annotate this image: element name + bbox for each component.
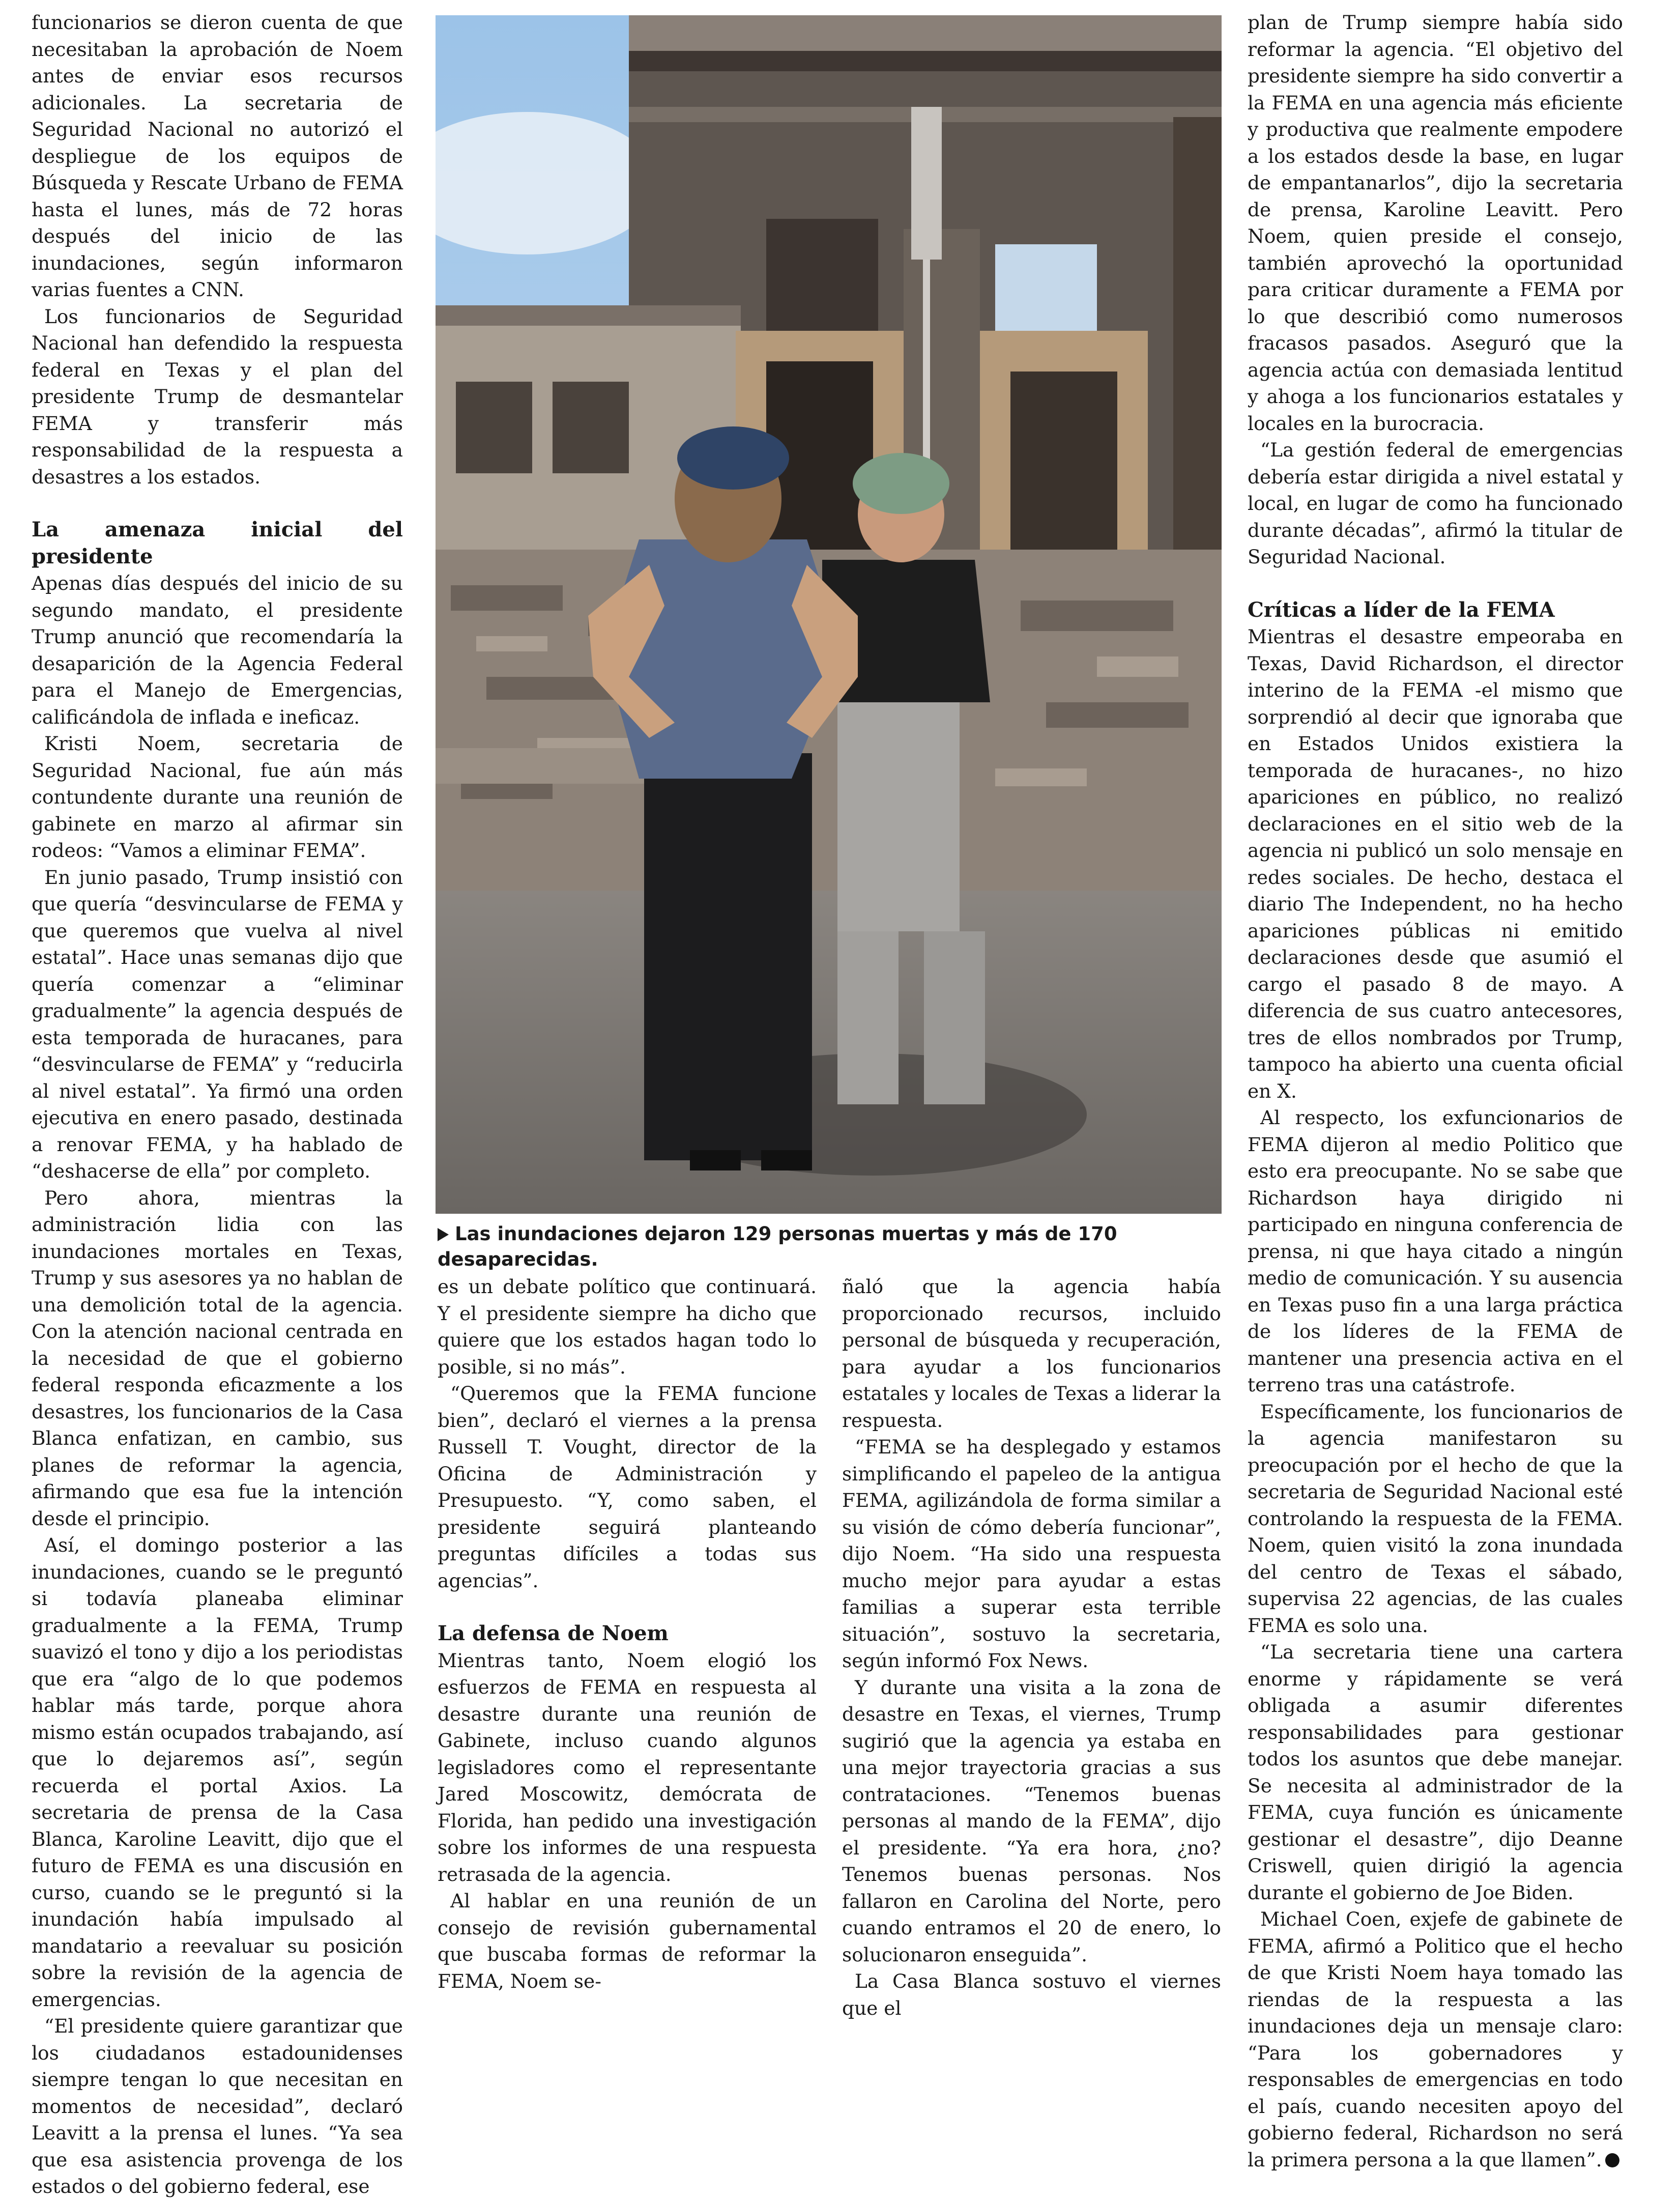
paragraph: Mientras tanto, Noem elogió los esfuerzos de FEMA en respuesta al desastre durante una reunión de Gabinete, incluso cuando algunos legisladores como el representante Jared Moscowitz, demócrata de Florida, han pedido una investigación sobre los informes de una respuesta retrasada de la agencia.: [438, 1649, 817, 1885]
paragraph: “La gestión federal de emergencias debería estar dirigida a nivel estatal y local, en lugar de como ha funcionado durante décadas”, afirmó la titular de Seguridad Nacional.: [1248, 439, 1623, 568]
paragraph: “Queremos que la FEMA funcione bien”, declaró el viernes a la prensa Russell T. Vought, director de la Oficina de Administración y Presupuesto. “Y, como saben, el presidente seguirá planteando preguntas difíciles a todas sus agencias”.: [438, 1382, 817, 1592]
paragraph: Así, el domingo posterior a las inundaciones, cuando se le preguntó si todavía planeaba eliminar gradualmente a la FEMA, Trump suavizó el tono y dijo a los periodistas que era “algo de lo que podemos hablar más tarde, porque ahora mismo están ocupados trabajando, así que lo dejaremos así”, según recuerda el portal Axios. La secretaria de prensa de la Casa Blanca, Karoline Leavitt, dijo que el futuro de FEMA es una discusión en curso, cuando se le preguntó si la inundación había impulsado al mandatario a reevaluar su posición sobre la revisión de la agencia de emergencias.: [32, 1534, 403, 2011]
paragraph: Al respecto, los exfuncionarios de FEMA dijeron al medio Politico que esto era preocupante. No se sabe que Richardson haya dirigido ni participado en ninguna conferencia de prensa, ni que haya citado a ningún medio de comunicación. Y su ausencia en Texas puso fin a una larga práctica de los líderes de la FEMA de mantener una presencia activa en el terreno tras una catástrofe.: [1248, 1106, 1623, 1396]
paragraph: funcionarios se dieron cuenta de que necesitaban la aprobación de Noem antes de enviar esos recursos adicionales. La secretaria de Seguridad Nacional no autorizó el despliegue de los equipos de Búsqueda y Rescate Urbano de FEMA hasta el lunes, más de 72 horas después del inicio de las inundaciones, según informaron varias fuentes a CNN.: [32, 11, 403, 301]
paragraph: Y durante una visita a la zona de desastre en Texas, el viernes, Trump sugirió que la agencia ya estaba en una mejor trayectoria gracias a sus contrataciones. “Tenemos buenas personas al mando de la FEMA”, dijo el presidente. “Ya era hora, ¿no? Tenemos buenas personas. Nos fallaron en Carolina del Norte, pero cuando entramos el 20 de enero, lo solucionaron enseguida”.: [842, 1676, 1221, 1966]
paragraph: [1248, 1906, 1623, 2173]
section-heading: Críticas a líder de la FEMA: [1248, 597, 1555, 622]
paragraph: “La secretaria tiene una cartera enorme y rápidamente se verá obligada a asumir diferentes responsabilidades para gestionar todos los asuntos que debe manejar. Se necesita al administrador de la FEMA, cuya función es únicamente gestionar el desastre”, dijo Deanne Criswell, quien dirigió la agencia durante el gobierno de Joe Biden.: [1248, 1641, 1623, 1904]
paragraph: ñaló que la agencia había proporcionado recursos, incluido personal de búsqueda y recuperación, para ayudar a los funcionarios estatales y locales de Texas a liderar la respuesta.: [842, 1275, 1221, 1432]
paragraph: plan de Trump siempre había sido reformar la agencia. “El objetivo del presidente siempre ha sido convertir a la FEMA en una agencia más eficiente y productiva que realmente empodere a los estados desde la base, en lugar de empantanarlos”, dijo la secretaria de prensa, Karoline Leavitt. Pero Noem, quien preside el consejo, también aprovechó la oportunidad para criticar duramente a FEMA por lo que describió como numerosos fracasos pasados. Aseguró que la agencia actúa con demasiada lentitud y ahoga a los funcionarios estatales y locales en la burocracia.: [1248, 11, 1623, 435]
paragraph: “FEMA se ha desplegado y estamos simplificando el papeleo de la antigua FEMA, agilizándola de forma similar a su visión de cómo debería funcionar”, dijo Noem. “Ha sido una respuesta mucho mejor para ayudar a estas familias a superar esta terrible situación”, sostuvo la secretaria, según informó Fox News.: [842, 1436, 1221, 1672]
paragraph: Específicamente, los funcionarios de la agencia manifestaron su preocupación por el hecho de que la secretaria de Seguridad Nacional esté controlando la respuesta de la FEMA. Noem, quien visitó la zona inundada del centro de Texas el sábado, supervisa 22 agencias, de las cuales FEMA es solo una.: [1248, 1400, 1623, 1637]
disaster-photo-illustration: [436, 15, 1222, 1214]
paragraph: Los funcionarios de Seguridad Nacional han defendido la respuesta federal en Texas y el plan del presidente Trump de desmantelar FEMA y transferir más responsabilidad de la respuesta a desastres a los estados.: [32, 305, 403, 488]
photo-caption: [438, 1221, 1224, 1272]
caption-triangle-icon: [438, 1228, 449, 1241]
paragraph: Mientras el desastre empeoraba en Texas, David Richardson, el director interino de la FEMA -el mismo que sorprendió al decir que ignoraba que en Estados Unidos existiera la temporada de huracanes-, no hizo apariciones en público, no realizó declaraciones en el sitio web de la agencia ni publicó un solo mensaje en redes sociales. De hecho, destaca el diario The Independent, no ha hecho apariciones públicas ni emitido declaraciones desde que asumió el cargo el pasado 8 de mayo. A diferencia de sus cuatro antecesores, tres de ellos nombrados por Trump, tampoco ha abierto una cuenta oficial en X.: [1248, 625, 1623, 1102]
paragraph: Apenas días después del inicio de su segundo mandato, el presidente Trump anunció que recomendaría la desaparición de la Agencia Federal para el Manejo de Emergencias, calificándola de inflada e ineficaz.: [32, 572, 403, 728]
article-column-1: [32, 9, 403, 2200]
paragraph: es un debate político que continuará. Y el presidente siempre ha dicho que quiere que los estados hagan todo lo posible, si no más”.: [438, 1275, 817, 1378]
paragraph: “El presidente quiere garantizar que los ciudadanos estadounidenses siempre tengan lo que necesitan en momentos de necesidad”, declaró Leavitt a la prensa el lunes. “Ya sea que esa asistencia provenga de los estados o del gobierno federal, ese: [32, 2015, 403, 2197]
article-column-3: [842, 1273, 1221, 2021]
article-column-4: [1248, 9, 1623, 2173]
paragraph: Al hablar en una reunión de un consejo de revisión gubernamental que buscaba formas de reformar la FEMA, Noem se-: [438, 1890, 817, 1992]
article-column-2: [438, 1273, 817, 1994]
caption-text: Las inundaciones dejaron 129 personas muertas y más de 170 desaparecidas.: [438, 1223, 1117, 1270]
section-heading: La amenaza inicial del presidente: [32, 518, 403, 568]
news-photo: [436, 15, 1222, 1214]
end-of-article-dot-icon: [1605, 2153, 1619, 2167]
paragraph: Kristi Noem, secretaria de Seguridad Nacional, fue aún más contundente durante una reunión de gabinete en marzo al afirmar sin rodeos: “Vamos a eliminar FEMA”.: [32, 732, 403, 862]
paragraph-text: Michael Coen, exjefe de gabinete de FEMA, afirmó a Politico que el hecho de que Kristi Noem haya tomado las riendas de la respuesta a las inundaciones deja un mensaje claro: “Para los gobernadores y responsables de emergencias en todo el país, cuando necesiten apoyo del gobierno federal, Richardson no será la primera persona a la que llamen”.: [1248, 1908, 1623, 2171]
paragraph: Pero ahora, mientras la administración lidia con las inundaciones mortales en Texas, Trump y sus asesores ya no hablan de una demolición total de la agencia. Con la atención nacional centrada en la necesidad de que el gobierno federal responda eficazmente a los desastres, los funcionarios de la Casa Blanca enfatizan, en cambio, sus planes de reformar la agencia, afirmando que esa fue la intención desde el principio.: [32, 1186, 403, 1530]
paragraph: En junio pasado, Trump insistió con que quería “desvincularse de FEMA y que queremos que vuelva al nivel estatal”. Hace unas semanas dijo que quería comenzar a “eliminar gradualmente” la agencia después de esta temporada de huracanes, para “desvincularse de FEMA” y “reducirla al nivel estatal”. Ya firmó una orden ejecutiva en enero pasado, destinada a renovar FEMA, y ha hablado de “deshacerse de ella” por completo.: [32, 866, 403, 1182]
section-heading: La defensa de Noem: [438, 1621, 669, 1645]
paragraph: La Casa Blanca sostuvo el viernes que el: [842, 1970, 1221, 2019]
